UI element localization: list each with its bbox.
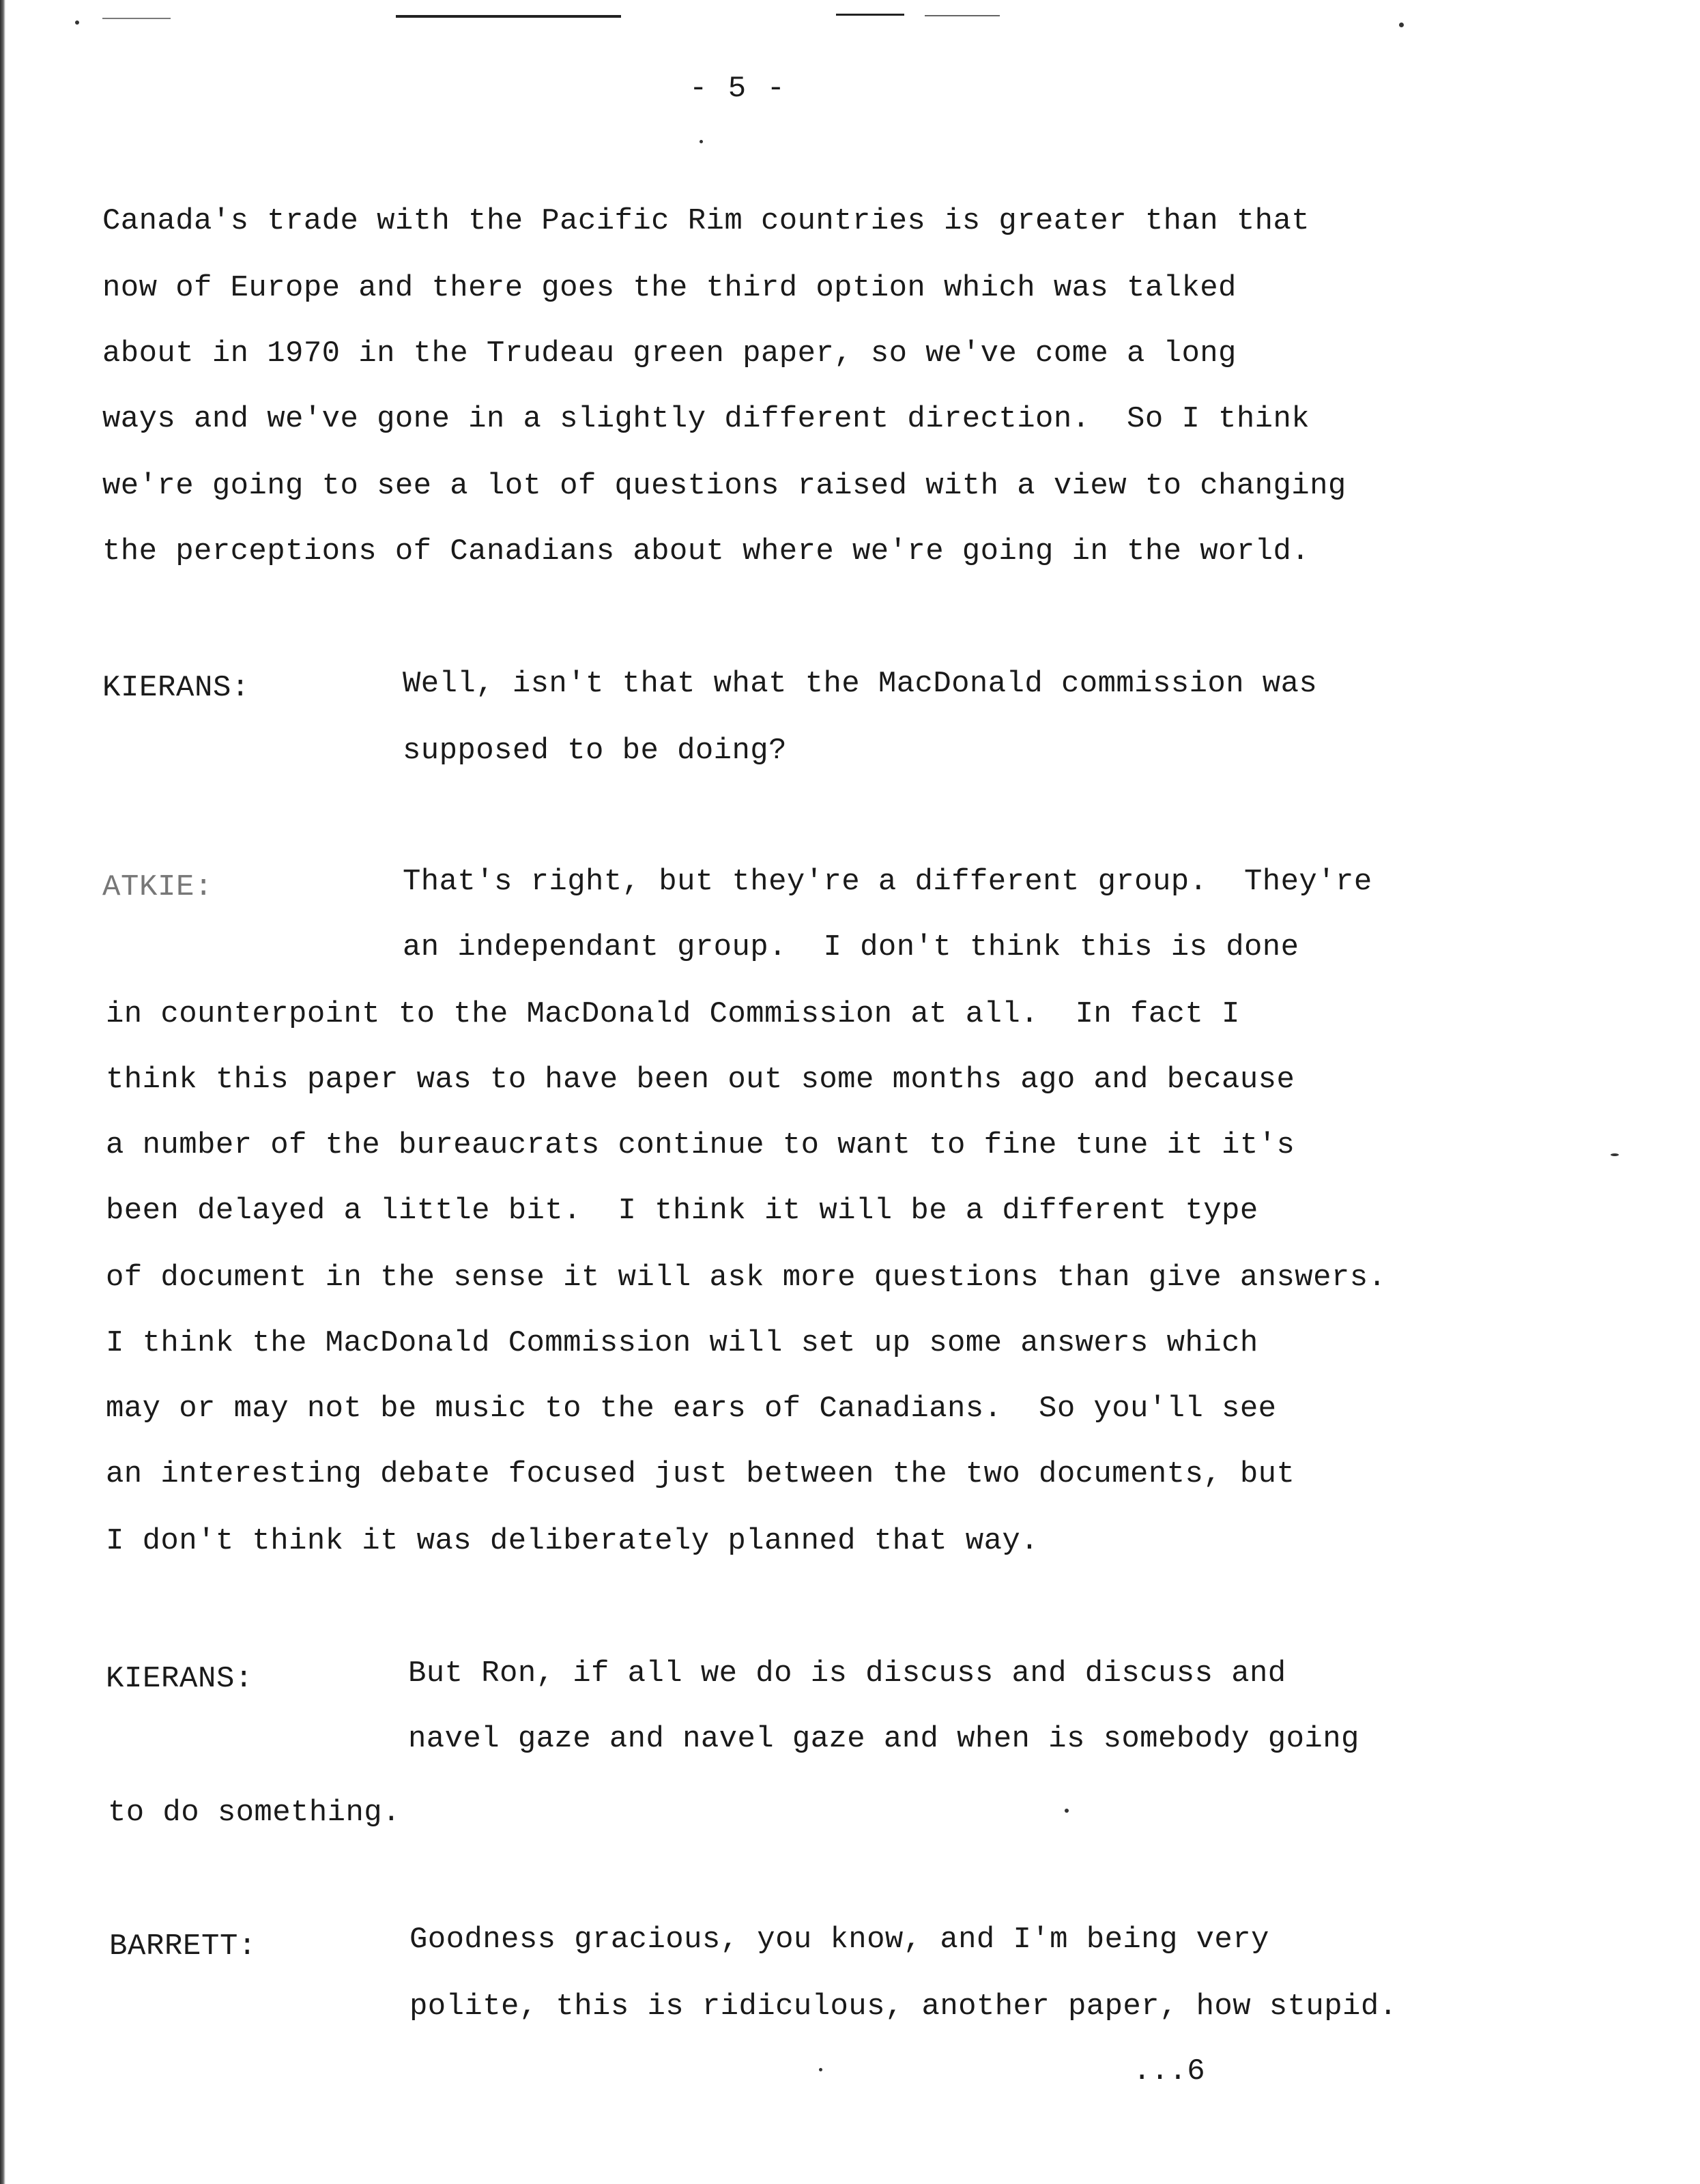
scan-artifact: [396, 15, 621, 18]
dialogue-line: may or may not be music to the ears of Canadians. So you'll see: [106, 1392, 1277, 1426]
continuation-marker: ...6: [1133, 2054, 1205, 2088]
dialogue-line: Well, isn't that what the MacDonald commission was: [403, 667, 1318, 701]
scan-speck: [1399, 23, 1404, 27]
dialogue-line: Goodness gracious, you know, and I'm being very: [409, 1923, 1269, 1957]
text-line: Canada's trade with the Pacific Rim countries is greater than that: [102, 204, 1310, 238]
dialogue-line: to do something.: [108, 1796, 401, 1830]
speaker-name: KIERANS:: [106, 1662, 254, 1696]
dialogue-line: polite, this is ridiculous, another paper, how stupid.: [409, 1989, 1398, 2024]
binding-edge: [0, 0, 5, 2184]
scan-speck: [1611, 1153, 1619, 1156]
scan-artifact: [836, 14, 904, 16]
dialogue-line: in counterpoint to the MacDonald Commission at all. In fact I: [106, 997, 1240, 1031]
text-line: the perceptions of Canadians about where we're going in the world.: [102, 534, 1310, 569]
scan-artifact: [102, 18, 171, 19]
speaker-name: KIERANS:: [102, 671, 250, 705]
text-line: now of Europe and there goes the third option which was talked: [102, 271, 1237, 305]
dialogue-line: think this paper was to have been out some months ago and because: [106, 1063, 1295, 1097]
scan-speck: [75, 20, 79, 25]
dialogue-line: a number of the bureaucrats continue to want to fine tune it it's: [106, 1128, 1295, 1162]
text-line: about in 1970 in the Trudeau green paper, so we've come a long: [102, 336, 1237, 371]
scan-artifact: [925, 15, 1000, 16]
dialogue-line: been delayed a little bit. I think it will be a different type: [106, 1194, 1258, 1228]
text-line: we're going to see a lot of questions raised with a view to changing: [102, 469, 1346, 503]
dialogue-line: of document in the sense it will ask more questions than give answers.: [106, 1261, 1387, 1295]
scan-speck: [1065, 1809, 1069, 1813]
scan-speck: [819, 2068, 822, 2071]
dialogue-line: an interesting debate focused just between the two documents, but: [106, 1457, 1295, 1491]
dialogue-line: navel gaze and navel gaze and when is somebody going: [408, 1722, 1359, 1756]
scan-speck: [700, 140, 703, 143]
page-number: - 5 -: [689, 72, 787, 106]
text-line: ways and we've gone in a slightly different direction. So I think: [102, 402, 1310, 436]
speaker-name: ATKIE:: [102, 870, 214, 904]
speaker-name: BARRETT:: [109, 1929, 257, 1964]
dialogue-line: I think the MacDonald Commission will set up some answers which: [106, 1326, 1258, 1360]
dialogue-line: supposed to be doing?: [403, 734, 787, 768]
dialogue-line: That's right, but they're a different group. They're: [403, 865, 1372, 899]
dialogue-line: I don't think it was deliberately planned that way.: [106, 1524, 1039, 1558]
dialogue-line: an independant group. I don't think this is done: [403, 930, 1299, 964]
dialogue-line: But Ron, if all we do is discuss and discuss and: [408, 1656, 1286, 1691]
